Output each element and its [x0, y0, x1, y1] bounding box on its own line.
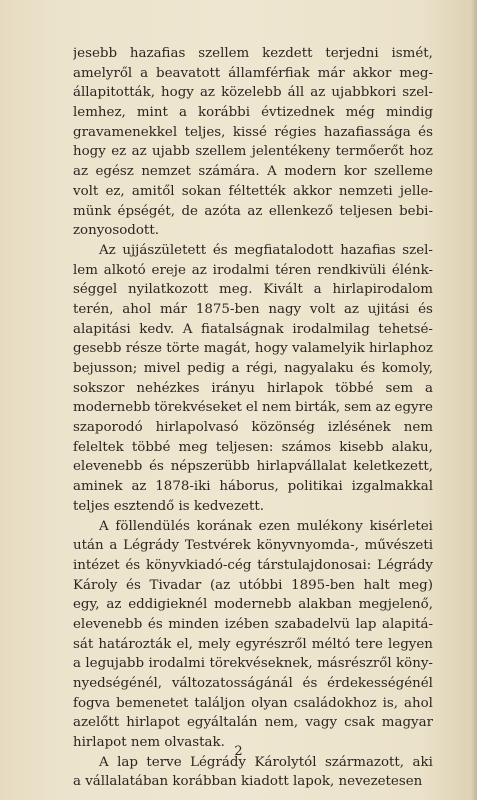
text-line: modernebb törekvéseket el nem birták, sem az egyre [73, 400, 433, 416]
text-line: állapitották, hogy az közelebb áll az ujabbkori szel- [73, 85, 433, 101]
page-edge-shadow [471, 0, 477, 800]
text-line: az egész nemzet számára. A modern kor szelleme [73, 164, 433, 180]
text-line: amelyről a beavatott államférfiak már akkor meg- [73, 65, 433, 81]
text-line: Az ujjászületett és megfiatalodott hazafias szel- [99, 242, 433, 258]
text-line: hogy ez az ujabb szellem jelentékeny termőerőt hoz [73, 144, 433, 160]
text-line: A föllendülés korának ezen mulékony kisérletei [99, 518, 433, 534]
text-line: séggel nyilatkozott meg. Kivált a hirlapirodalom [73, 282, 433, 298]
text-line: aminek az 1878-iki háborus, politikai izgalmakkal [73, 479, 433, 495]
text-line: volt ez, amitől sokan féltették akkor nemzeti jelle- [73, 183, 433, 199]
text-line: zonyosodott. [73, 223, 159, 239]
text-line: A lap terve Légrády Károlytól származott, aki [99, 754, 433, 770]
text-line: münk épségét, de azóta az ellenkező teljesen bebi- [73, 203, 433, 219]
text-line: jesebb hazafias szellem kezdett terjedni ismét, [73, 46, 433, 61]
text-line: gravamenekkel teljes, kissé régies hazafiassága és [73, 124, 433, 140]
text-line: hirlapot nem olvastak. [73, 735, 225, 751]
text-line: elevenebb és minden izében szabadelvü lap alapitá- [73, 616, 433, 632]
text-line: lemhez, mint a korábbi évtizednek még mindig [73, 105, 433, 121]
text-line: lem alkotó ereje az irodalmi téren rendkivüli élénk- [73, 262, 433, 278]
text-line: után a Légrády Testvérek könyvnyomda-, művészeti [73, 538, 433, 554]
text-line: a legujabb irodalmi törekvéseknek, másrészről köny- [73, 656, 433, 672]
text-line: intézet és könyvkiadó-cég társtulajdonosai: Légrády [73, 557, 433, 573]
text-line: fogva bemenetet találjon olyan családokhoz is, ahol [73, 695, 433, 711]
text-line: szaporodó hirlapolvasó közönség izlésének nem [73, 420, 433, 436]
text-line: terén, ahol már 1875-ben nagy volt az ujitási és [73, 301, 433, 317]
text-line: gesebb része törte magát, hogy valamelyik hirlaphoz [73, 341, 433, 357]
text-line: egy, az eddigieknél modernebb alakban megjelenő, [73, 597, 433, 613]
text-line: a vállalatában korábban kiadott lapok, nevezetesen [73, 774, 423, 790]
text-line: teljes esztendő is kedvezett. [73, 498, 264, 514]
text-line: alapitási kedv. A fiatalságnak irodalmilag tehetsé- [73, 321, 433, 337]
text-line: bejusson; mivel pedig a régi, nagyalaku és komoly, [73, 361, 433, 376]
text-line: feleltek többé meg teljesen: számos kisebb alaku, [73, 439, 433, 455]
text-line: sokszor nehézkes irányu hirlapok többé sem a [73, 380, 433, 396]
text-line: Károly és Tivadar (az utóbbi 1895-ben halt meg) [73, 577, 433, 593]
text-line: sát határozták el, mely egyrészről méltó tere legyen [73, 636, 433, 652]
body-text [73, 44, 433, 792]
text-line: azelőtt hirlapot egyáltalán nem, vagy csak magyar [73, 715, 433, 731]
page-number: 2 [234, 744, 243, 759]
text-line: elevenebb és népszerübb hirlapvállalat keletkezett, [73, 459, 433, 475]
text-line: nyedségénél, változatosságánál és érdekességénél [73, 676, 433, 691]
